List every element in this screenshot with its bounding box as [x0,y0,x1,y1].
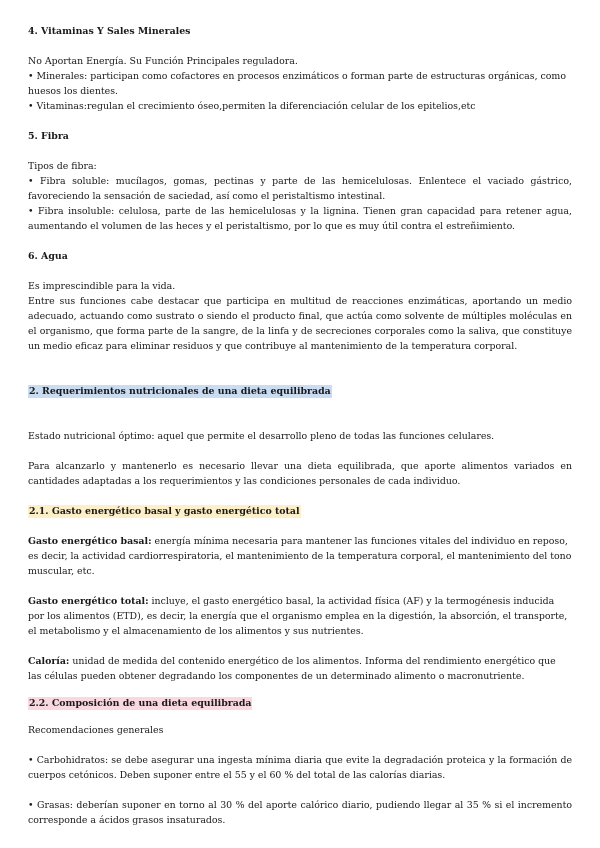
calorie-term: Caloría: [28,656,70,667]
vitamins-bullet: • Vitaminas:regulan el crecimiento óseo,permiten la diferenciación celular de los epitelios,etc [28,101,476,112]
fats-bullet: • Grasas: deberían suponer en torno al 30 % del aporte calórico diario, pudiendo llegar al 35 % si el incremento corresponde a ácidos grasos insaturados. [28,800,572,826]
section-2-1-heading [28,504,572,519]
basal-expenditure-paragraph [28,534,572,579]
soluble-fiber-bullet: • Fibra soluble: mucílagos, gomas, pectinas y parte de las hemicelulosas. Enlentece el vaciado gástrico, favoreciendo la sensación de saciedad, así como el peristaltismo intestinal. [28,176,572,202]
section-2-2-heading-text: 2.2. Composición de una dieta equilibrada [29,698,252,709]
calorie-definition: unidad de medida del contenido energético de los alimentos. Informa del rendimiento energético que las células pueden obtener degradando los componentes de un determinado alimento o macronutriente. [28,656,556,682]
minerals-bullet: • Minerales: participan como cofactores en procesos enzimáticos o forman parte de estructuras orgánicas, como huesos los dientes. [28,71,566,97]
section-6-heading: 6. Agua [28,251,68,262]
section-4-intro: No Aportan Energía. Su Función Principales reguladora. [28,56,298,67]
total-expenditure-paragraph [28,594,572,639]
water-line-1: Es imprescindible para la vida. [28,281,176,292]
insoluble-fiber-bullet: • Fibra insoluble: celulosa, parte de las hemicelulosas y la lignina. Tienen gran capacidad para retener agua, aumentando el volumen de las heces y el peristaltismo, por lo que es muy útil contra el estreñimiento. [28,206,572,232]
section-2-heading-text: 2. Requerimientos nutricionales de una dieta equilibrada [29,386,331,397]
section-2-2-heading [28,696,572,711]
water-paragraph: Entre sus funciones cabe destacar que participa en multitud de reacciones enzimáticas, aportando un medio adecuado, actuando como sustrato o siendo el producto final, que actúa como solvente de múltiples moléculas en el organismo, que forma parte de la sangre, de la linfa y de secreciones corporales como la saliva, que constituye un medio eficaz para eliminar residuos y que contribuye al mantenimiento de la temperatura corporal. [28,296,572,352]
basal-definition: energía mínima necesaria para mantener las funciones vitales del individuo en reposo, es decir, la actividad cardiorrespiratoria, el mantenimiento de la temperatura corporal, el mantenimiento del tono muscular, etc. [28,536,572,577]
balanced-diet-paragraph: Para alcanzarlo y mantenerlo es necesario llevar una dieta equilibrada, que aporte alimentos variados en cantidades adaptadas a los requerimientos y las condiciones personales de cada individuo. [28,461,572,487]
section-5-intro: Tipos de fibra: [28,161,97,172]
section-4-heading: 4. Vitaminas Y Sales Minerales [28,26,191,37]
section-2-1-heading-text: 2.1. Gasto energético basal y gasto energético total [29,506,300,517]
carbohydrates-bullet: • Carbohidratos: se debe asegurar una ingesta mínima diaria que evite la degradación proteica y la formación de cuerpos cetónicos. Deben suponer entre el 55 y el 60 % del total de las calorías diarias. [28,755,572,781]
section-2-heading [28,384,572,399]
total-term: Gasto energético total: [28,596,149,607]
total-definition: incluye, el gasto energético basal, la actividad física (AF) y la termogénesis inducida por los alimentos (ETD), es decir, la energía que el organismo emplea en la digestión, la absorción, el transporte, el metabolismo y el almacenamiento de los alimentos y sus nutrientes. [28,596,568,637]
optimal-state-paragraph: Estado nutricional óptimo: aquel que permite el desarrollo pleno de todas las funciones celulares. [28,431,495,442]
general-recommendations: Recomendaciones generales [28,725,164,736]
calorie-paragraph [28,654,572,684]
basal-term: Gasto energético basal: [28,536,152,547]
section-5-heading: 5. Fibra [28,131,69,142]
